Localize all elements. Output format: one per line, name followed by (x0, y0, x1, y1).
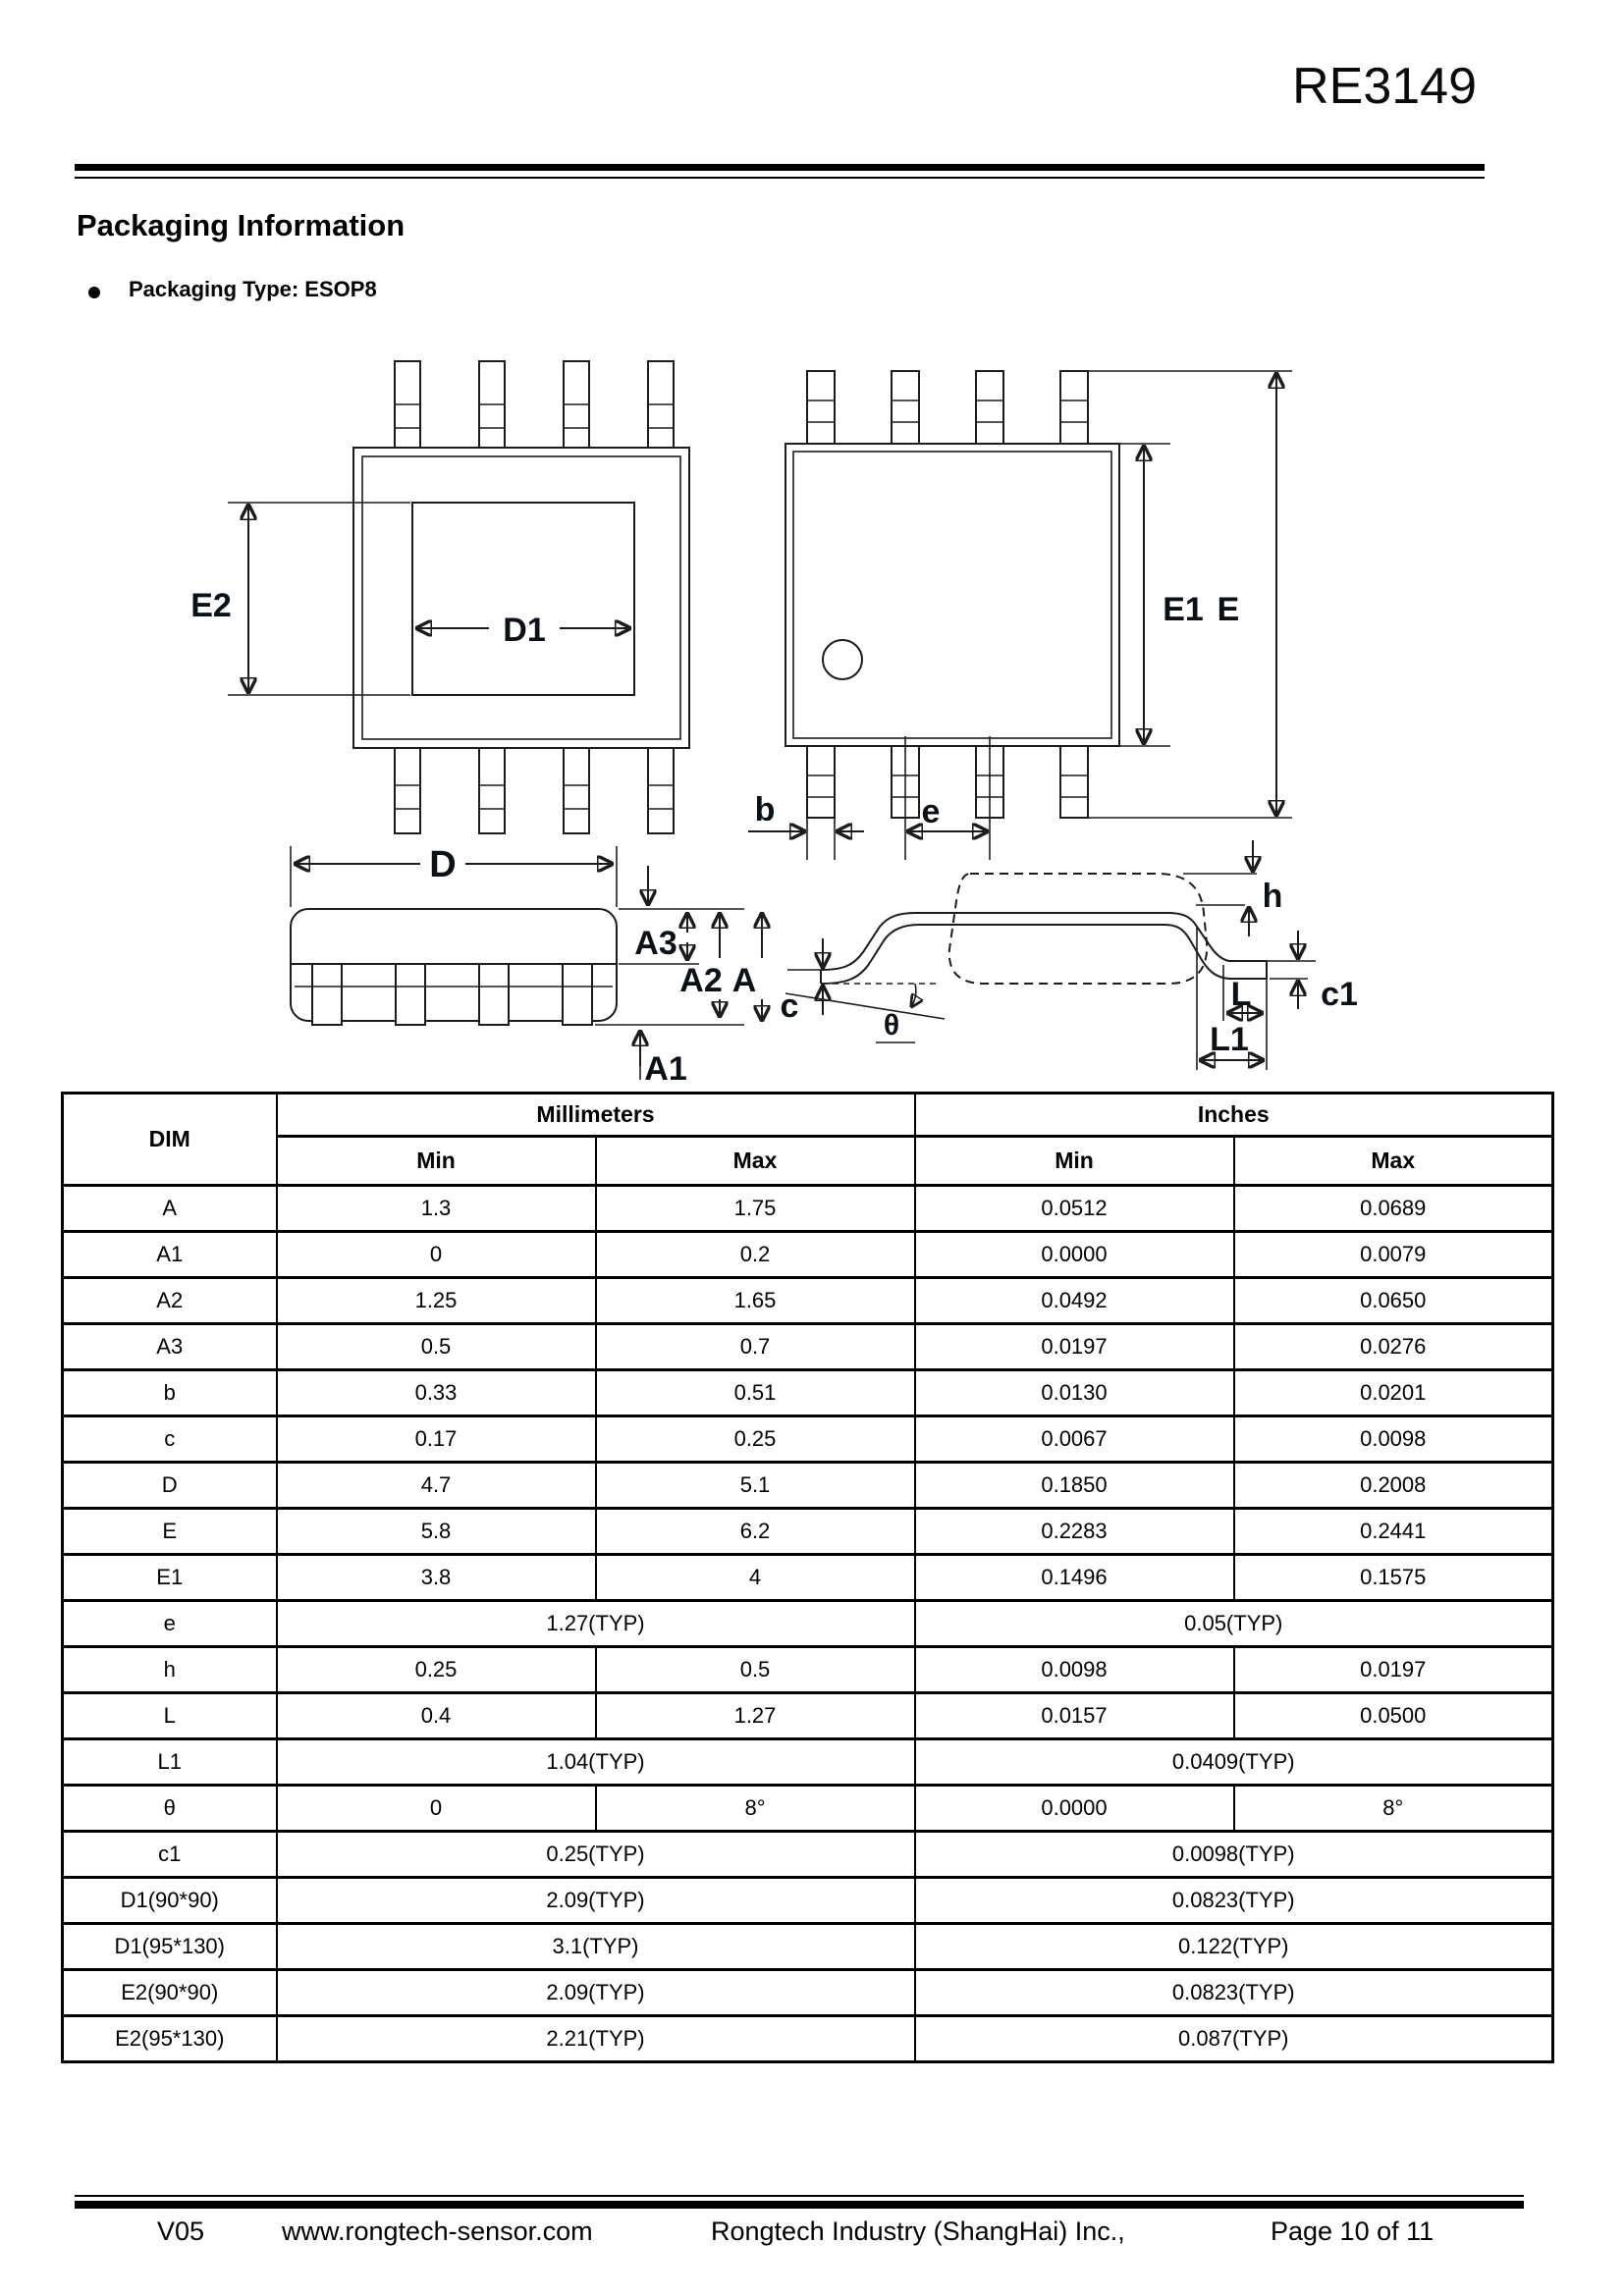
dim-label-a: A (731, 962, 757, 999)
dim-label-d1: D1 (503, 612, 546, 649)
footer-website: www.rongtech-sensor.com (282, 2216, 593, 2246)
footer-version: V05 (157, 2216, 205, 2246)
col-header-in-min: Min (915, 1137, 1234, 1186)
dim-label-a3: A3 (634, 925, 677, 962)
table-row: E2(95*130) 2.21(TYP) 0.087(TYP) (63, 2016, 1553, 2062)
header-rule-thick (75, 164, 1485, 171)
col-header-mm-max: Max (596, 1137, 915, 1186)
dim-label-c: c (780, 988, 799, 1025)
dim-label-e2: E2 (190, 587, 232, 624)
table-row: D1(90*90) 2.09(TYP) 0.0823(TYP) (63, 1878, 1553, 1924)
table-row: A 1.3 1.75 0.0512 0.0689 (63, 1186, 1553, 1232)
dim-label-l1: L1 (1210, 1021, 1249, 1058)
dim-label-e1: E1 (1163, 591, 1204, 628)
col-header-mm-min: Min (277, 1137, 596, 1186)
table-row: θ 0 8° 0.0000 8° (63, 1786, 1553, 1832)
footer-rule-thick (75, 2201, 1524, 2209)
dim-label-h: h (1262, 878, 1283, 915)
table-row: e 1.27(TYP) 0.05(TYP) (63, 1601, 1553, 1647)
dim-label-d: D (429, 844, 457, 885)
col-header-dim: DIM (63, 1094, 277, 1186)
table-row: b 0.33 0.51 0.0130 0.0201 (63, 1370, 1553, 1416)
table-row: E 5.8 6.2 0.2283 0.2441 (63, 1509, 1553, 1555)
dim-label-a2: A2 (679, 962, 723, 999)
table-row: A1 0 0.2 0.0000 0.0079 (63, 1232, 1553, 1278)
col-header-in-max: Max (1234, 1137, 1553, 1186)
dim-label-e-overall: E (1217, 591, 1240, 628)
figure-bottom-view (190, 361, 689, 833)
figure-top-view (748, 371, 1292, 860)
table-row: c 0.17 0.25 0.0067 0.0098 (63, 1416, 1553, 1463)
table-row: E1 3.8 4 0.1496 0.1575 (63, 1555, 1553, 1601)
dim-label-pitch-e: e (921, 793, 941, 830)
dim-label-l: L (1230, 976, 1252, 1013)
dim-label-c1: c1 (1321, 976, 1358, 1013)
dim-label-b: b (754, 791, 776, 828)
package-drawings (0, 314, 1624, 1129)
table-row: E2(90*90) 2.09(TYP) 0.0823(TYP) (63, 1970, 1553, 2016)
col-header-inches: Inches (915, 1094, 1553, 1137)
footer-company: Rongtech Industry (ShangHai) Inc., (711, 2216, 1125, 2246)
bullet-icon (88, 287, 100, 298)
footer-rule-thin (75, 2195, 1524, 2197)
table-row: D1(95*130) 3.1(TYP) 0.122(TYP) (63, 1924, 1553, 1970)
table-row: A3 0.5 0.7 0.0197 0.0276 (63, 1324, 1553, 1370)
table-row: c1 0.25(TYP) 0.0098(TYP) (63, 1832, 1553, 1878)
col-header-millimeters: Millimeters (277, 1094, 915, 1137)
table-row: L 0.4 1.27 0.0157 0.0500 (63, 1693, 1553, 1739)
table-row: A2 1.25 1.65 0.0492 0.0650 (63, 1278, 1553, 1324)
table-row: h 0.25 0.5 0.0098 0.0197 (63, 1647, 1553, 1693)
footer-page-number: Page 10 of 11 (1271, 2216, 1435, 2246)
section-title: Packaging Information (77, 208, 406, 242)
figure-lead-profile (781, 840, 1358, 1070)
table-row: D 4.7 5.1 0.1850 0.2008 (63, 1463, 1553, 1509)
header-rule-thin (75, 177, 1485, 179)
dim-label-theta: θ (883, 1009, 900, 1041)
figure-side-view (291, 844, 762, 1088)
page-title: RE3149 (1292, 58, 1477, 115)
packaging-type-label: Packaging Type: ESOP8 (129, 277, 377, 301)
dim-label-a1: A1 (644, 1050, 687, 1088)
dimension-table (61, 1092, 1554, 2063)
table-row: L1 1.04(TYP) 0.0409(TYP) (63, 1739, 1553, 1786)
